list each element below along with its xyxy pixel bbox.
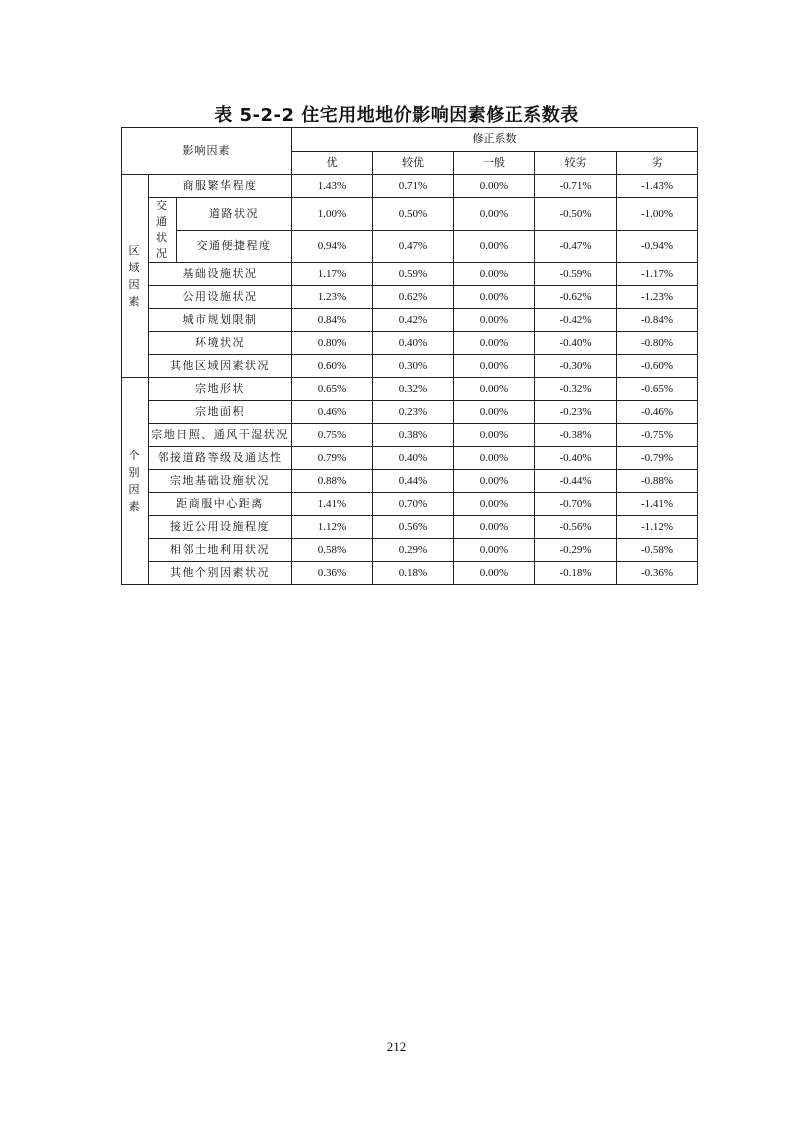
coefficient-value: 0.00% (454, 355, 535, 378)
table-row (122, 286, 698, 309)
table-row (122, 424, 698, 447)
factor-name: 环境状况 (149, 332, 292, 355)
coefficient-value: -1.17% (617, 263, 698, 286)
factor-name: 城市规划限制 (149, 309, 292, 332)
factor-name: 宗地形状 (149, 378, 292, 401)
traffic-status-label: 交通 状况 (149, 198, 177, 263)
regional-factors-label: 区域 因素 (122, 175, 149, 378)
coefficient-value: 0.18% (373, 562, 454, 585)
coefficient-value: -0.58% (617, 539, 698, 562)
factor-name: 商服繁华程度 (149, 175, 292, 198)
coefficient-value: -0.42% (535, 309, 617, 332)
table-row (122, 493, 698, 516)
coefficient-value: 0.88% (292, 470, 373, 493)
coefficient-value: 0.59% (373, 263, 454, 286)
table-row (122, 401, 698, 424)
table-row (122, 332, 698, 355)
coefficient-value: -0.75% (617, 424, 698, 447)
table-row (122, 470, 698, 493)
coefficient-value: 1.23% (292, 286, 373, 309)
correction-coefficient-table (121, 127, 698, 585)
factor-name: 宗地日照、通风干湿状况 (149, 424, 292, 447)
coefficient-value: 0.36% (292, 562, 373, 585)
coefficient-value: 0.84% (292, 309, 373, 332)
header-level: 较劣 (535, 151, 617, 175)
coefficient-value: 0.42% (373, 309, 454, 332)
header-coefficient: 修正系数 (292, 128, 698, 152)
coefficient-value: 0.40% (373, 447, 454, 470)
factor-name: 宗地基础设施状况 (149, 470, 292, 493)
coefficient-value: 0.62% (373, 286, 454, 309)
coefficient-value: 0.00% (454, 198, 535, 231)
coefficient-value: -0.56% (535, 516, 617, 539)
coefficient-value: 1.43% (292, 175, 373, 198)
table-title: 表 5-2-2 住宅用地地价影响因素修正系数表 (214, 105, 579, 126)
coefficient-value: 0.00% (454, 493, 535, 516)
coefficient-value: 0.30% (373, 355, 454, 378)
coefficient-value: -0.62% (535, 286, 617, 309)
coefficient-value: 0.29% (373, 539, 454, 562)
factor-name: 道路状况 (177, 198, 292, 231)
coefficient-value: 0.23% (373, 401, 454, 424)
coefficient-value: 0.00% (454, 447, 535, 470)
coefficient-value: 0.50% (373, 198, 454, 231)
coefficient-value: -0.38% (535, 424, 617, 447)
factor-name: 相邻土地利用状况 (149, 539, 292, 562)
factor-name: 基础设施状况 (149, 263, 292, 286)
coefficient-value: 0.70% (373, 493, 454, 516)
coefficient-value: 0.00% (454, 516, 535, 539)
table-row (122, 175, 698, 198)
table-row (122, 378, 698, 401)
table-row (122, 539, 698, 562)
coefficient-value: 0.79% (292, 447, 373, 470)
coefficient-value: -0.80% (617, 332, 698, 355)
header-level: 一般 (454, 151, 535, 175)
coefficient-value: 0.60% (292, 355, 373, 378)
coefficient-value: 0.94% (292, 230, 373, 263)
coefficient-value: -0.71% (535, 175, 617, 198)
coefficient-value: -0.47% (535, 230, 617, 263)
coefficient-value: 1.00% (292, 198, 373, 231)
header-level: 较优 (373, 151, 454, 175)
coefficient-value: -1.41% (617, 493, 698, 516)
coefficient-value: 0.00% (454, 286, 535, 309)
regional-factors-group (122, 175, 698, 378)
factor-name: 距商服中心距离 (149, 493, 292, 516)
coefficient-value: -0.40% (535, 447, 617, 470)
coefficient-value: -0.30% (535, 355, 617, 378)
table-row (122, 447, 698, 470)
table-row (122, 263, 698, 286)
coefficient-value: -0.18% (535, 562, 617, 585)
coefficient-value: 0.40% (373, 332, 454, 355)
coefficient-value: 0.00% (454, 470, 535, 493)
coefficient-value: -0.60% (617, 355, 698, 378)
table-row (122, 355, 698, 378)
coefficient-value: -0.65% (617, 378, 698, 401)
coefficient-value: 0.00% (454, 378, 535, 401)
table-row (122, 309, 698, 332)
header-level: 劣 (617, 151, 698, 175)
coefficient-value: 0.80% (292, 332, 373, 355)
coefficient-value: -0.44% (535, 470, 617, 493)
coefficient-value: 0.00% (454, 401, 535, 424)
header-level: 优 (292, 151, 373, 175)
coefficient-value: 1.41% (292, 493, 373, 516)
coefficient-value: 1.12% (292, 516, 373, 539)
coefficient-value: -0.50% (535, 198, 617, 231)
coefficient-value: -0.79% (617, 447, 698, 470)
coefficient-value: 0.75% (292, 424, 373, 447)
coefficient-value: 1.17% (292, 263, 373, 286)
coefficient-value: 0.56% (373, 516, 454, 539)
coefficient-value: -0.70% (535, 493, 617, 516)
coefficient-value: 0.00% (454, 424, 535, 447)
coefficient-value: -0.94% (617, 230, 698, 263)
page-number: 212 (386, 1039, 407, 1054)
coefficient-value: -0.59% (535, 263, 617, 286)
coefficient-value: -0.32% (535, 378, 617, 401)
coefficient-value: -0.29% (535, 539, 617, 562)
coefficient-value: 0.58% (292, 539, 373, 562)
coefficient-value: 0.47% (373, 230, 454, 263)
coefficient-value: -0.36% (617, 562, 698, 585)
coefficient-value: 0.38% (373, 424, 454, 447)
coefficient-value: -0.40% (535, 332, 617, 355)
table-row (122, 230, 698, 263)
factor-name: 其他个别因素状况 (149, 562, 292, 585)
coefficient-value: -1.00% (617, 198, 698, 231)
coefficient-value: -0.88% (617, 470, 698, 493)
coefficient-value: 0.46% (292, 401, 373, 424)
factor-name: 邻接道路等级及通达性 (149, 447, 292, 470)
factor-name: 其他区域因素状况 (149, 355, 292, 378)
header-factor: 影响因素 (122, 128, 292, 175)
coefficient-value: 0.00% (454, 332, 535, 355)
coefficient-value: 0.00% (454, 309, 535, 332)
coefficient-value: 0.00% (454, 539, 535, 562)
coefficient-value: 0.71% (373, 175, 454, 198)
individual-factors-group (122, 378, 698, 585)
factor-name: 宗地面积 (149, 401, 292, 424)
coefficient-value: 0.65% (292, 378, 373, 401)
factor-name: 接近公用设施程度 (149, 516, 292, 539)
table-row (122, 562, 698, 585)
coefficient-value: -1.23% (617, 286, 698, 309)
coefficient-value: -1.12% (617, 516, 698, 539)
header-row-1 (122, 128, 698, 152)
factor-name: 公用设施状况 (149, 286, 292, 309)
table-row (122, 516, 698, 539)
coefficient-value: -0.46% (617, 401, 698, 424)
individual-factors-label: 个别 因素 (122, 378, 149, 585)
coefficient-value: 0.00% (454, 562, 535, 585)
table-row (122, 198, 698, 231)
coefficient-value: 0.00% (454, 175, 535, 198)
factor-name: 交通便捷程度 (177, 230, 292, 263)
coefficient-value: 0.00% (454, 230, 535, 263)
coefficient-value: 0.00% (454, 263, 535, 286)
coefficient-value: -1.43% (617, 175, 698, 198)
coefficient-value: 0.32% (373, 378, 454, 401)
coefficient-value: -0.84% (617, 309, 698, 332)
coefficient-value: 0.44% (373, 470, 454, 493)
coefficient-value: -0.23% (535, 401, 617, 424)
